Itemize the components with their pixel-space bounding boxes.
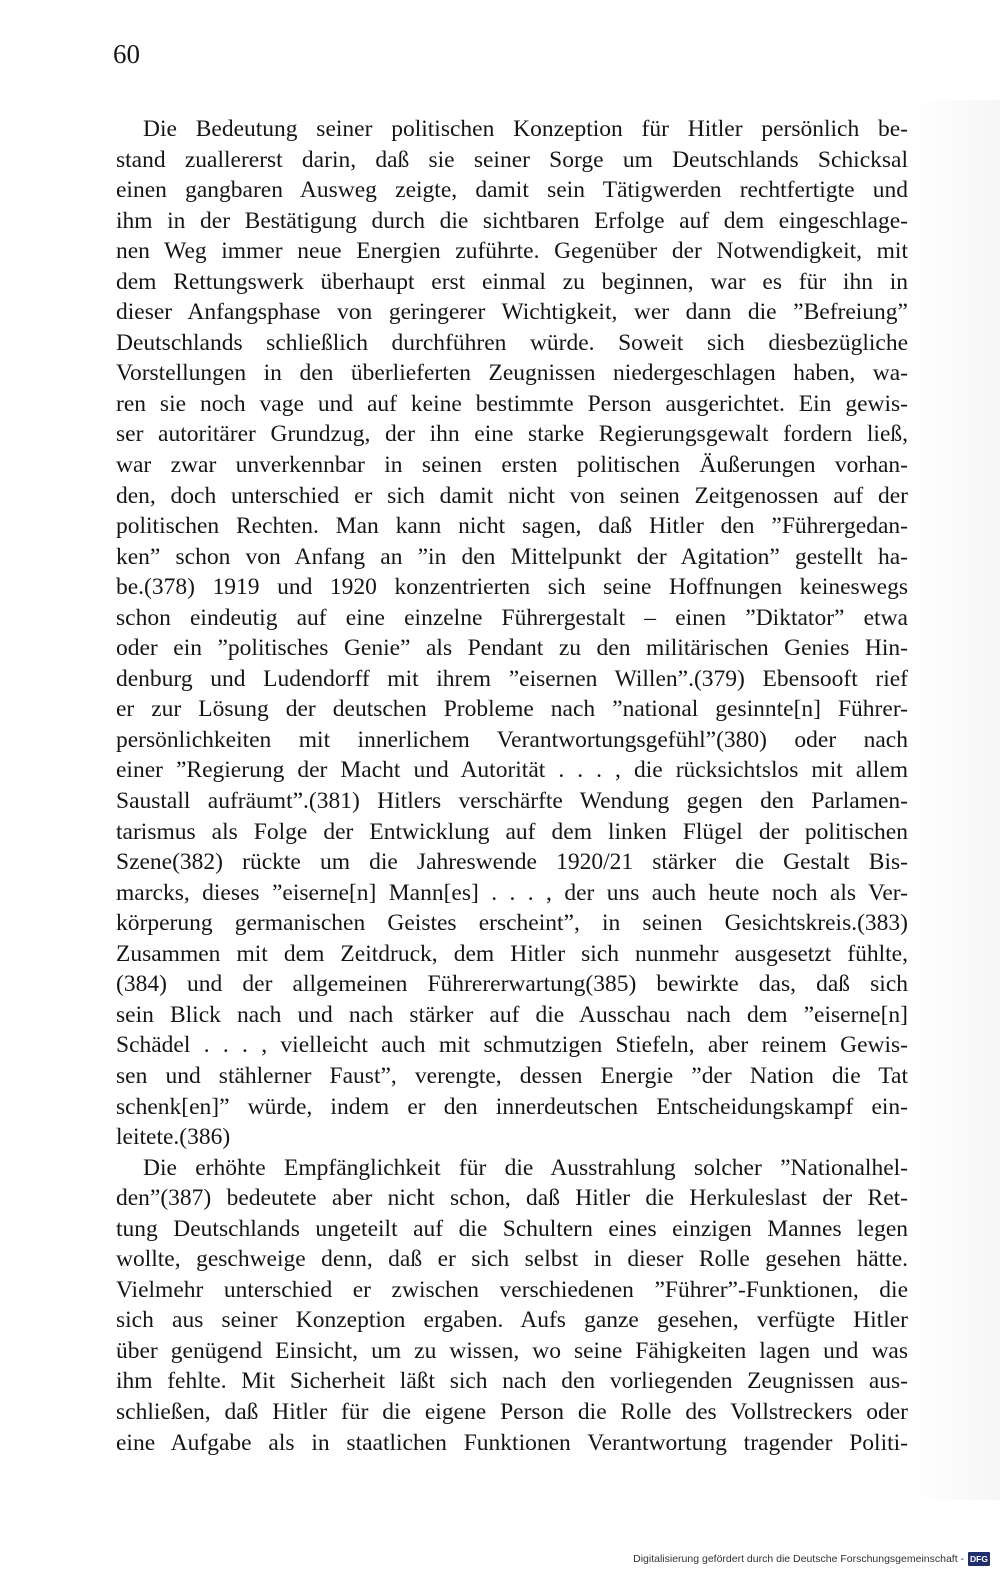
text-line: persönlichkeiten mit innerlichem Verantwortungsgefühl”(380) oder nach [116, 726, 908, 753]
text-line: ihm fehlte. Mit Sicherheit läßt sich nach den vorliegenden Zeugnissen aus- [116, 1368, 908, 1395]
text-line: stand zuallererst darin, daß sie seiner Sorge um Deutschlands Schicksal [116, 146, 908, 173]
text-line: er zur Lösung der deutschen Probleme nach ”national gesinnte[n] Führer- [116, 696, 908, 723]
page-number: 60 [113, 39, 140, 69]
text-line: be.(378) 1919 und 1920 konzentrierten sich seine Hoffnungen keineswegs [116, 574, 908, 601]
text-line: Vielmehr unterschied er zwischen verschiedenen ”Führer”-Funktionen, die [116, 1276, 908, 1303]
text-line: Deutschlands schließlich durchführen würde. Soweit sich diesbezügliche [116, 329, 908, 356]
text-line: oder ein ”politisches Genie” als Pendant zu den militärischen Genies Hin- [116, 635, 908, 662]
footer-text: Digitalisierung gefördert durch die Deutsche Forschungsgemeinschaft - [633, 1553, 965, 1565]
text-line: tarismus als Folge der Entwicklung auf dem linken Flügel der politischen [116, 818, 908, 845]
text-line: dem Rettungswerk überhaupt erst einmal zu beginnen, war es für ihn in [116, 268, 908, 295]
text-line: ren sie noch vage und auf keine bestimmte Person ausgerichtet. Ein gewis- [116, 390, 908, 417]
text-line: sen und stählerner Faust”, verengte, dessen Energie ”der Nation die Tat [116, 1062, 908, 1089]
text-line: den, doch unterschied er sich damit nicht von seinen Zeitgenossen auf der [116, 482, 908, 509]
text-line: über genügend Einsicht, um zu wissen, wo seine Fähigkeiten lagen und was [116, 1337, 908, 1364]
text-line: denburg und Ludendorff mit ihrem ”eisernen Willen”.(379) Ebensooft rief [116, 665, 908, 692]
text-line: einen gangbaren Ausweg zeigte, damit sein Tätigwerden rechtfertigte und [116, 177, 908, 204]
text-line: den”(387) bedeutete aber nicht schon, daß Hitler die Herkuleslast der Ret- [116, 1185, 908, 1212]
text-line: Schädel . . . , vielleicht auch mit schmutzigen Stiefeln, aber reinem Gewis- [116, 1032, 908, 1059]
text-line: schon eindeutig auf eine einzelne Führergestalt – einen ”Diktator” etwa [116, 604, 908, 631]
text-line: ken” schon von Anfang an ”in den Mittelpunkt der Agitation” gestellt ha- [116, 543, 908, 570]
text-line: Die Bedeutung seiner politischen Konzeption für Hitler persönlich be- [143, 116, 908, 142]
text-line: ser autoritärer Grundzug, der ihn eine starke Regierungsgewalt fordern ließ, [116, 421, 908, 448]
digitization-credit [633, 1552, 990, 1566]
text-line: Szene(382) rückte um die Jahreswende 1920/21 stärker die Gestalt Bis- [116, 849, 908, 876]
text-line: wollte, geschweige denn, daß er sich selbst in dieser Rolle gesehen hätte. [116, 1246, 908, 1273]
text-line: Vorstellungen in den überlieferten Zeugnissen niedergeschlagen haben, wa- [116, 360, 908, 387]
text-line: war zwar unverkennbar in seinen ersten politischen Äußerungen vorhan- [116, 452, 908, 479]
text-line: einer ”Regierung der Macht und Autorität . . . , die rücksichtslos mit allem [116, 757, 908, 784]
dfg-logo-icon: DFG [970, 1554, 988, 1565]
text-line: nen Weg immer neue Energien zuführte. Gegenüber der Notwendigkeit, mit [116, 238, 908, 265]
text-line: Saustall aufräumt”.(381) Hitlers verschärfte Wendung gegen den Parlamen- [116, 788, 908, 815]
text-line: sein Blick nach und nach stärker auf die Ausschau nach dem ”eiserne[n] [116, 1001, 908, 1028]
text-line: ihm in der Bestätigung durch die sichtbaren Erfolge auf dem eingeschlage- [116, 207, 908, 234]
facing-page-bleed [912, 100, 1000, 1500]
text-line: dieser Anfangsphase von geringerer Wichtigkeit, wer dann die ”Befreiung” [116, 299, 908, 326]
text-line: schenk[en]” würde, indem er den innerdeutschen Entscheidungskampf ein- [116, 1093, 908, 1120]
text-line: tung Deutschlands ungeteilt auf die Schultern eines einzigen Mannes legen [116, 1215, 908, 1242]
text-line: marcks, dieses ”eiserne[n] Mann[es] . . . , der uns auch heute noch als Ver- [116, 879, 908, 906]
body-text [116, 114, 908, 1458]
text-line: politischen Rechten. Man kann nicht sagen, daß Hitler den ”Führergedan- [116, 513, 908, 540]
text-line: leitete.(386) [116, 1124, 231, 1151]
text-line: (384) und der allgemeinen Führererwartung(385) bewirkte das, daß sich [116, 971, 908, 998]
text-line: Die erhöhte Empfänglichkeit für die Ausstrahlung solcher ”Nationalhel- [143, 1154, 908, 1181]
text-line: körperung germanischen Geistes erscheint”, in seinen Gesichtskreis.(383) [116, 910, 908, 937]
text-line: sich aus seiner Konzeption ergaben. Aufs ganze gesehen, verfügte Hitler [116, 1307, 908, 1334]
text-line: schließen, daß Hitler für die eigene Person die Rolle des Vollstreckers oder [116, 1398, 908, 1425]
text-line: Zusammen mit dem Zeitdruck, dem Hitler sich nunmehr ausgesetzt fühlte, [116, 940, 908, 967]
text-line: eine Aufgabe als in staatlichen Funktionen Verantwortung tragender Politi- [116, 1429, 908, 1456]
